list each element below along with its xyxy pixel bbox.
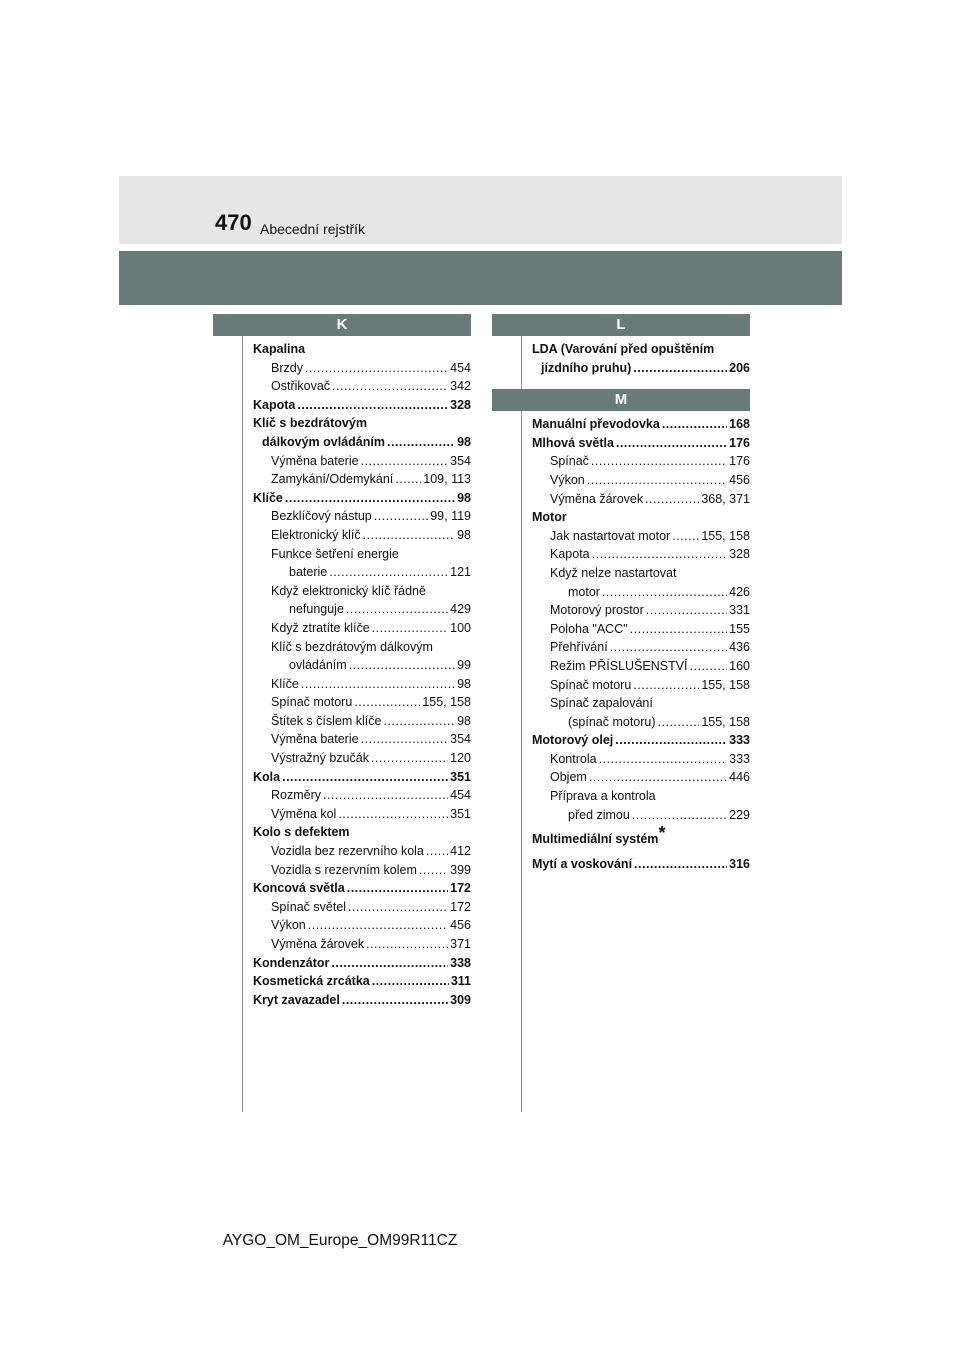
index-entry-label: Mytí a voskování <box>532 856 633 871</box>
leader-dots <box>282 768 448 787</box>
letter-heading-k: K <box>213 314 471 336</box>
index-entry-label: Kolo s defektem <box>253 825 350 840</box>
index-entry-page: 456 <box>450 918 471 933</box>
index-entry <box>253 972 471 991</box>
letter-heading-m: M <box>492 389 750 411</box>
leader-dots <box>305 359 448 378</box>
index-entry <box>253 898 471 917</box>
index-entry-label: Když elektronický klíč řádně <box>271 583 426 598</box>
index-entry <box>532 564 750 583</box>
leader-dots <box>672 527 699 546</box>
index-entry <box>532 545 750 564</box>
leader-dots <box>361 730 449 749</box>
index-entry <box>253 638 471 657</box>
index-entry-page: 456 <box>729 472 750 487</box>
index-entry-label: Motorový prostor <box>550 603 644 618</box>
index-entry-page: 354 <box>450 732 471 747</box>
leader-dots <box>371 749 448 768</box>
leader-dots <box>323 786 448 805</box>
index-entry-label: Motor <box>532 510 567 525</box>
index-entry-label: Přehřívání <box>550 640 608 655</box>
index-entry-page: 160 <box>729 658 750 673</box>
index-entry <box>532 452 750 471</box>
index-entry <box>532 359 750 378</box>
index-entry-label: Kryt zavazadel <box>253 992 340 1007</box>
leader-dots <box>419 861 448 880</box>
index-entry-label: Kosmetická zrcátka <box>253 974 370 989</box>
index-column-k <box>213 314 471 1009</box>
index-entry-page: 155 <box>729 621 750 636</box>
index-entry-label: Štítek s číslem klíče <box>271 713 382 728</box>
index-entry-label: Klíče <box>271 676 299 691</box>
index-entry <box>253 991 471 1010</box>
index-entry <box>253 916 471 935</box>
index-entry-label: Klíče <box>253 490 283 505</box>
leader-dots <box>348 898 448 917</box>
index-entry <box>532 471 750 490</box>
index-entry-page: 155, 158 <box>701 528 750 543</box>
index-entry-page: 98 <box>457 527 471 542</box>
index-entry <box>532 601 750 620</box>
index-entry-label: Funkce šetření energie <box>271 546 399 561</box>
index-entry <box>532 806 750 825</box>
index-entry-label: jízdního pruhu) <box>541 360 632 375</box>
index-entry-page: 371 <box>450 937 471 951</box>
leader-dots <box>354 693 420 712</box>
index-entry <box>532 694 750 713</box>
index-entry-page: 168 <box>729 417 750 432</box>
document-footer: AYGO_OM_Europe_OM99R11CZ <box>222 1232 458 1249</box>
index-entry <box>253 452 471 471</box>
index-entry-page: 354 <box>450 453 471 468</box>
index-entry-page: 399 <box>450 862 471 877</box>
index-entry-page: 333 <box>729 733 750 748</box>
leader-dots <box>331 954 448 973</box>
index-entry <box>532 527 750 546</box>
index-entry-label: Rozměry <box>271 788 322 803</box>
index-entry-page: 311 <box>450 974 471 989</box>
index-entries-l <box>492 336 750 377</box>
leader-dots <box>395 470 421 489</box>
index-entry <box>253 507 471 526</box>
leader-dots <box>338 805 448 824</box>
index-entry <box>253 675 471 694</box>
leader-dots <box>372 972 449 991</box>
index-column-lm <box>492 314 750 873</box>
index-entries-m <box>492 411 750 873</box>
index-entry <box>253 563 471 582</box>
index-entry <box>253 433 471 452</box>
index-entry-page: 172 <box>450 881 471 896</box>
index-entry <box>532 768 750 787</box>
index-entry-label: Vozidla bez rezervního kola <box>271 844 424 859</box>
index-entry <box>253 768 471 787</box>
index-entry-page: 446 <box>729 770 750 785</box>
leader-dots <box>383 712 455 731</box>
index-entry-page: 454 <box>450 788 471 803</box>
leader-dots <box>308 916 448 935</box>
index-entry <box>253 359 471 378</box>
leader-dots <box>285 489 455 508</box>
index-entry <box>532 620 750 639</box>
index-entry-label: (spínač motoru) <box>568 714 656 729</box>
index-entry-myti <box>532 855 750 874</box>
index-entry-page: 120 <box>450 751 471 766</box>
index-entry-label: Výkon <box>550 472 585 487</box>
index-entry-page: 426 <box>729 584 750 599</box>
leader-dots <box>658 713 700 732</box>
leader-dots <box>301 675 455 694</box>
leader-dots <box>602 583 727 602</box>
index-entry-label: Spínač motoru <box>271 695 353 710</box>
index-entry <box>253 842 471 861</box>
index-entry <box>253 954 471 973</box>
index-entry-label: Kapota <box>550 547 590 562</box>
index-entry-label: Manuální převodovka <box>532 417 660 432</box>
leader-dots <box>662 415 727 434</box>
index-entry <box>253 340 471 359</box>
index-entry-label: Spínač zapalování <box>550 696 653 711</box>
index-entry-label: Spínač motoru <box>550 677 632 692</box>
index-entry-label: Ostřikovač <box>271 379 331 394</box>
index-entry-label: Motorový olej <box>532 733 614 748</box>
index-entry-page: 331 <box>729 603 750 618</box>
index-entry-label: Elektronický klíč <box>271 527 361 542</box>
leader-dots <box>347 879 448 898</box>
index-entry <box>532 415 750 434</box>
index-entry-page: 412 <box>450 844 471 859</box>
index-entry-page: 100 <box>450 620 471 635</box>
index-entry <box>253 861 471 880</box>
index-entry-label: Výměna baterie <box>271 732 359 747</box>
index-entry-page: 309 <box>450 992 471 1007</box>
index-entry-page: 338 <box>450 955 471 970</box>
index-entry-label: Vozidla s rezervním kolem <box>271 862 417 877</box>
leader-dots <box>349 656 455 675</box>
index-entry-page: 436 <box>729 640 750 655</box>
index-entry-label: baterie <box>289 565 328 580</box>
leader-dots <box>632 806 727 825</box>
index-entry <box>532 638 750 657</box>
leader-dots <box>374 507 428 526</box>
index-entry-label: Spínač světel <box>271 899 347 914</box>
index-entry <box>253 619 471 638</box>
leader-dots <box>346 600 448 619</box>
index-entry-page: 316 <box>729 856 750 871</box>
leader-dots <box>342 991 448 1010</box>
index-entry <box>532 787 750 806</box>
leader-dots <box>387 433 455 452</box>
index-entries-k <box>213 336 471 1009</box>
index-entry-page: 99, 119 <box>430 509 471 524</box>
index-entry-page: 206 <box>729 360 750 375</box>
index-entry-label: Kapalina <box>253 342 306 356</box>
index-entry <box>253 489 471 508</box>
index-entry-page: 328 <box>450 397 471 412</box>
index-entry-label: motor <box>568 584 600 599</box>
index-entry-label: Výměna baterie <box>271 453 359 468</box>
index-entry-page: 351 <box>450 769 471 784</box>
index-entry-page: 351 <box>450 806 471 821</box>
index-entry-page: 98 <box>457 434 471 449</box>
leader-dots <box>633 676 699 695</box>
index-entry-label: Když nelze nastartovat <box>550 565 677 580</box>
index-entry-label: Koncová světla <box>253 881 345 896</box>
index-entry-page: 98 <box>457 676 471 691</box>
index-entry <box>253 414 471 433</box>
index-entry-page: 333 <box>729 751 750 766</box>
header-band <box>119 251 842 305</box>
index-entry-label: Kontrola <box>550 751 597 766</box>
index-entry <box>532 657 750 676</box>
index-entry <box>253 805 471 824</box>
index-entry <box>253 470 471 489</box>
index-entry-label: Režim PŘÍSLUŠENSTVÍ <box>550 658 688 673</box>
leader-dots <box>645 490 699 509</box>
asterisk-icon: * <box>658 823 666 844</box>
index-entry-page: 229 <box>729 807 750 822</box>
index-entry <box>532 490 750 509</box>
index-entry <box>253 823 471 842</box>
index-entry-label: Objem <box>550 770 587 785</box>
index-entry <box>253 656 471 675</box>
leader-dots <box>587 471 727 490</box>
index-entry <box>532 434 750 453</box>
index-entry-page: 99 <box>457 658 471 673</box>
index-entry-label: Spínač <box>550 454 589 469</box>
index-entry <box>253 545 471 564</box>
index-entry <box>253 693 471 712</box>
leader-dots <box>372 619 448 638</box>
index-entry-label: Výkon <box>271 918 306 933</box>
leader-dots <box>589 768 727 787</box>
index-entry-label: dálkovým ovládáním <box>262 434 385 449</box>
leader-dots <box>616 434 727 453</box>
leader-dots <box>610 638 727 657</box>
section-title: Abecední rejstřík <box>260 221 366 237</box>
index-entry-page: 98 <box>457 713 471 728</box>
index-entry-label: LDA (Varování před opuštěním <box>532 342 715 356</box>
index-entry-label: nefunguje <box>289 602 344 617</box>
index-entry-label: Výstražný bzučák <box>271 751 369 766</box>
index-entry-label: Poloha "ACC" <box>550 621 628 636</box>
index-entry-label: Klíč s bezdrátovým dálkovým <box>271 639 433 654</box>
index-entry-page: 109, 113 <box>423 472 471 487</box>
index-entry <box>253 786 471 805</box>
index-entry-label: Výměna žárovek <box>550 491 644 506</box>
index-entry-page: 121 <box>450 565 471 580</box>
leader-dots <box>690 657 728 676</box>
index-entry-page: 454 <box>450 360 471 375</box>
index-entry <box>532 508 750 527</box>
leader-dots <box>592 545 728 564</box>
index-entry-page: 176 <box>729 454 750 469</box>
index-entry <box>532 750 750 769</box>
index-entry-page: 155, 158 <box>701 714 750 729</box>
leader-dots <box>361 452 449 471</box>
index-entry-label: Kola <box>253 769 281 784</box>
index-entry <box>532 731 750 750</box>
leader-dots <box>646 601 727 620</box>
index-entry-multimedia <box>532 823 750 849</box>
index-entry-label: Kondenzátor <box>253 955 330 970</box>
index-entry-label: Brzdy <box>271 360 303 375</box>
index-entry-multimedia-label: Multimediální systém <box>532 832 659 847</box>
leader-dots <box>329 563 448 582</box>
index-entry-label: Jak nastartovat motor <box>550 528 671 543</box>
leader-dots <box>599 750 728 769</box>
index-entry <box>253 730 471 749</box>
index-entry <box>253 377 471 396</box>
index-entry-page: 176 <box>729 435 750 450</box>
leader-dots <box>366 935 448 954</box>
leader-dots <box>332 377 448 396</box>
index-entry <box>253 600 471 619</box>
index-entry-page: 328 <box>729 547 750 562</box>
index-entry-page: 155, 158 <box>422 695 471 710</box>
index-entry-page: 368, 371 <box>701 491 750 506</box>
index-entry-label: Výměna kol <box>271 806 337 821</box>
index-entry-page: 172 <box>450 899 471 914</box>
index-entry-page: 98 <box>457 490 471 505</box>
leader-dots <box>630 620 727 639</box>
index-entry-label: Klíč s bezdrátovým <box>253 416 367 431</box>
index-entry-label: Mlhová světla <box>532 435 614 450</box>
index-entry-label: Kapota <box>253 397 296 412</box>
leader-dots <box>363 526 455 545</box>
leader-dots <box>633 359 727 378</box>
index-entry <box>253 396 471 415</box>
index-entry-label: Bezklíčový nástup <box>271 509 372 524</box>
index-entry <box>532 583 750 602</box>
leader-dots <box>426 842 448 861</box>
letter-heading-l: L <box>492 314 750 336</box>
index-entry <box>532 713 750 732</box>
index-entry <box>532 676 750 695</box>
index-entry <box>532 340 750 359</box>
index-entry <box>253 526 471 545</box>
page-number: 470 <box>215 210 252 235</box>
index-entry-label: Příprava a kontrola <box>550 789 656 804</box>
index-entry-label: Zamykání/Odemykání <box>271 472 394 487</box>
index-entry-label: před zimou <box>568 807 630 822</box>
index-entry-label: Výměna žárovek <box>271 937 365 951</box>
index-entry-page: 155, 158 <box>701 677 750 692</box>
leader-dots <box>297 396 448 415</box>
index-entry <box>253 749 471 768</box>
index-entry <box>253 582 471 601</box>
index-entry-page: 342 <box>450 379 471 394</box>
leader-dots <box>591 452 727 471</box>
leader-dots <box>634 855 727 874</box>
index-entry-page: 429 <box>450 602 471 617</box>
index-entry-label: ovládáním <box>289 658 347 673</box>
index-entry <box>253 935 471 954</box>
index-entry <box>253 879 471 898</box>
leader-dots <box>615 731 727 750</box>
index-entry-label: Když ztratíte klíče <box>271 620 370 635</box>
index-entry <box>253 712 471 731</box>
